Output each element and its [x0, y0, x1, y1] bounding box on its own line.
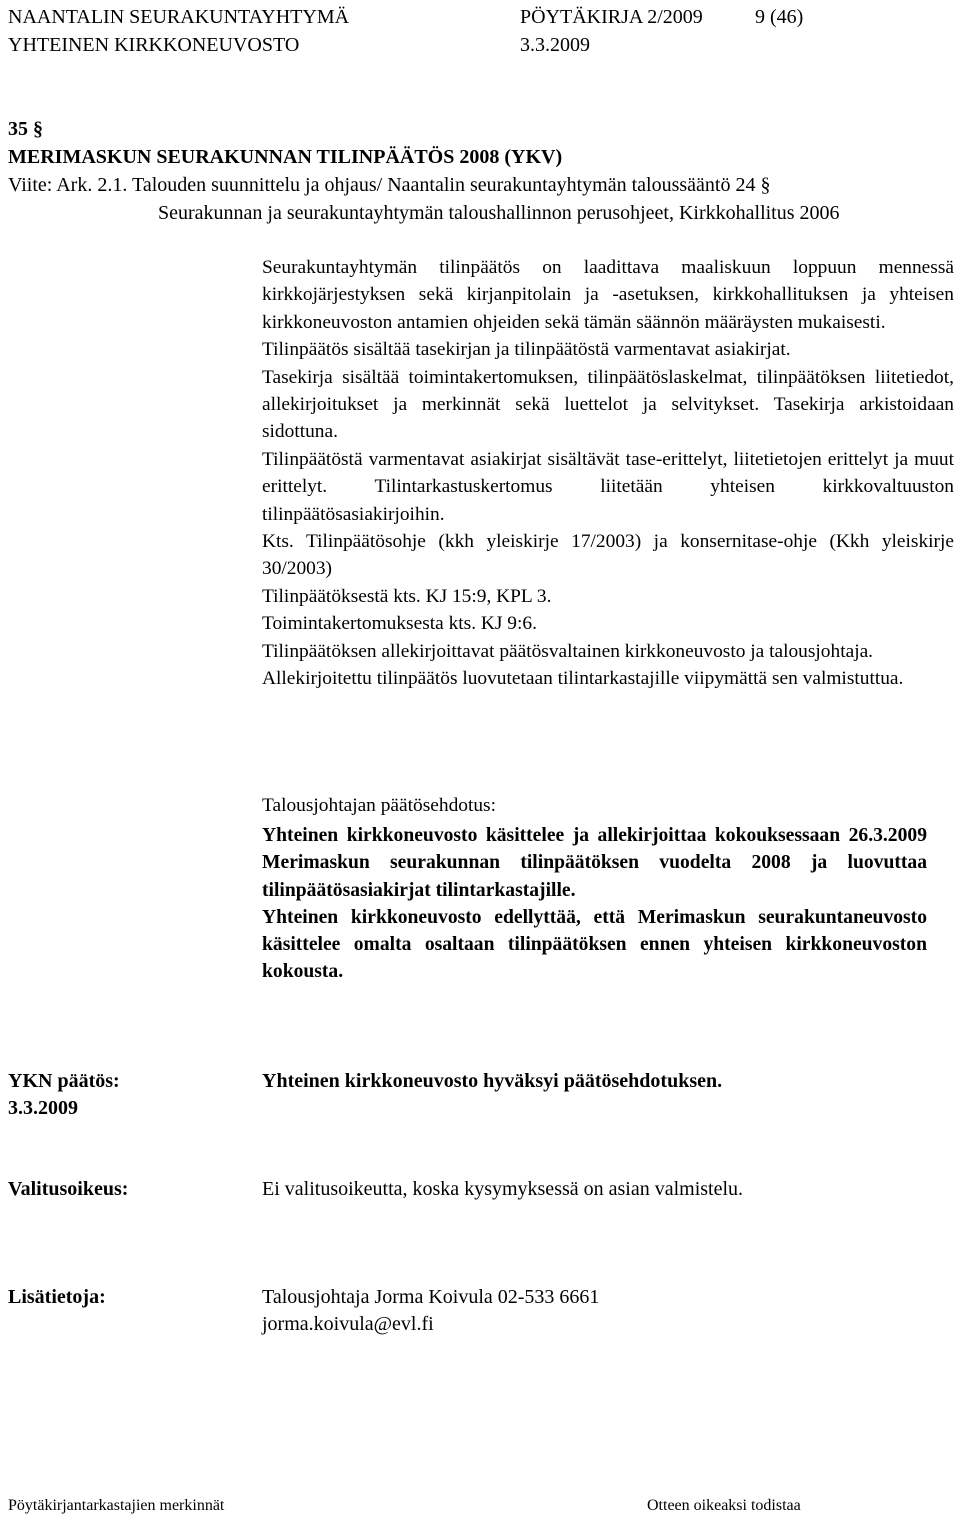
section-number: 35	[8, 118, 28, 140]
appeal-label: Valitusoikeus:	[8, 1178, 129, 1200]
reference-line-1	[8, 173, 770, 197]
decision-text: Yhteinen kirkkoneuvosto hyväksyi päätösehdotuksen.	[262, 1070, 723, 1092]
info-email[interactable]: jorma.koivula@evl.fi	[262, 1313, 434, 1335]
reference-text-1: Talouden suunnittelu ja ohjaus/ Naantalin seurakuntayhtymän taloussääntö 24	[132, 174, 756, 196]
header-date: 3.3.2009	[520, 34, 590, 56]
body-paragraph: Tilinpäätöstä varmentavat asiakirjat sisältävät tase-erittelyt, liitetietojen erittelyt ja muut erittelyt. Tilintarkastuskertomus liitetään yhteisen kirkkovaltuuston tilinpäätösasiakirjoihin.	[262, 448, 954, 525]
body-paragraph: Tilinpäätös sisältää tasekirjan ja tilinpäätöstä varmentavat asiakirjat.	[262, 339, 791, 361]
proposal-text	[262, 822, 927, 986]
section-number-line	[8, 117, 43, 141]
decision-date: 3.3.2009	[8, 1097, 78, 1119]
body-text	[262, 254, 954, 693]
footer-right: Otteen oikeaksi todistaa	[647, 1497, 801, 1514]
section-title: MERIMASKUN SEURAKUNNAN TILINPÄÄTÖS 2008 (YKV)	[8, 146, 563, 168]
body-paragraph: Toimintakertomuksesta kts. KJ 9:6.	[262, 613, 537, 635]
body-paragraph: Allekirjoitettu tilinpäätös luovutetaan tilintarkastajille viipymättä sen valmistuttua.	[262, 668, 904, 690]
decision-label: YKN päätös:	[8, 1070, 120, 1092]
header-page: 9 (46)	[755, 6, 804, 28]
body-paragraph: Seurakuntayhtymän tilinpäätös on laadittava maaliskuun loppuun mennessä kirkkojärjestyksen sekä kirjanpitolain ja -asetuksen, kirkkohallituksen ja yhteisen kirkkoneuvoston antamien ohjeiden sekä tämän säännön määräysten mukaisesti.	[262, 257, 954, 333]
footer-left: Pöytäkirjantarkastajien merkinnät	[8, 1497, 225, 1514]
body-paragraph: Kts. Tilinpäätösohje (kkh yleiskirje 17/2003) ja konsernitase-ohje (Kkh yleiskirje 30/2003)	[262, 531, 954, 580]
proposal-paragraph: Yhteinen kirkkoneuvosto edellyttää, että Merimaskun seurakuntaneuvosto käsittelee omalta osaltaan tilinpäätöksen ennen yhteisen kirkkoneuvoston kokousta.	[262, 906, 927, 983]
reference-line-2: Seurakunnan ja seurakuntayhtymän taloushallinnon perusohjeet, Kirkkohallitus 2006	[158, 202, 840, 224]
header-doc: PÖYTÄKIRJA 2/2009	[520, 6, 703, 28]
section-symbol: §	[33, 118, 43, 140]
body-paragraph: Tilinpäätöksen allekirjoittavat päätösvaltainen kirkkoneuvosto ja talousjohtaja.	[262, 640, 874, 662]
header-body-name: YHTEINEN KIRKKONEUVOSTO	[8, 34, 300, 56]
proposal-paragraph: Yhteinen kirkkoneuvosto käsittelee ja allekirjoittaa kokouksessaan 26.3.2009 Merimaskun seurakunnan tilinpäätöksen vuodelta 2008 ja luovuttaa tilinpäätösasiakirjat tilintarkastajille.	[262, 825, 927, 901]
header-org: NAANTALIN SEURAKUNTAYHTYMÄ	[8, 6, 350, 28]
proposal-label: Talousjohtajan päätösehdotus:	[262, 795, 496, 816]
body-paragraph: Tilinpäätöksestä kts. KJ 15:9, KPL 3.	[262, 585, 552, 607]
body-paragraph: Tasekirja sisältää toimintakertomuksen, tilinpäätöslaskelmat, tilinpäätöksen liitetiedot, allekirjoitukset ja merkinnät sekä luettelot ja selvitykset. Tasekirja arkistoidaan sidottuna.	[262, 366, 954, 443]
appeal-text: Ei valitusoikeutta, koska kysymyksessä on asian valmistelu.	[262, 1178, 744, 1200]
info-label: Lisätietoja:	[8, 1286, 106, 1308]
info-contact: Talousjohtaja Jorma Koivula 02-533 6661	[262, 1286, 600, 1308]
reference-symbol: §	[760, 174, 771, 196]
reference-prefix: Viite: Ark. 2.1.	[8, 174, 128, 196]
